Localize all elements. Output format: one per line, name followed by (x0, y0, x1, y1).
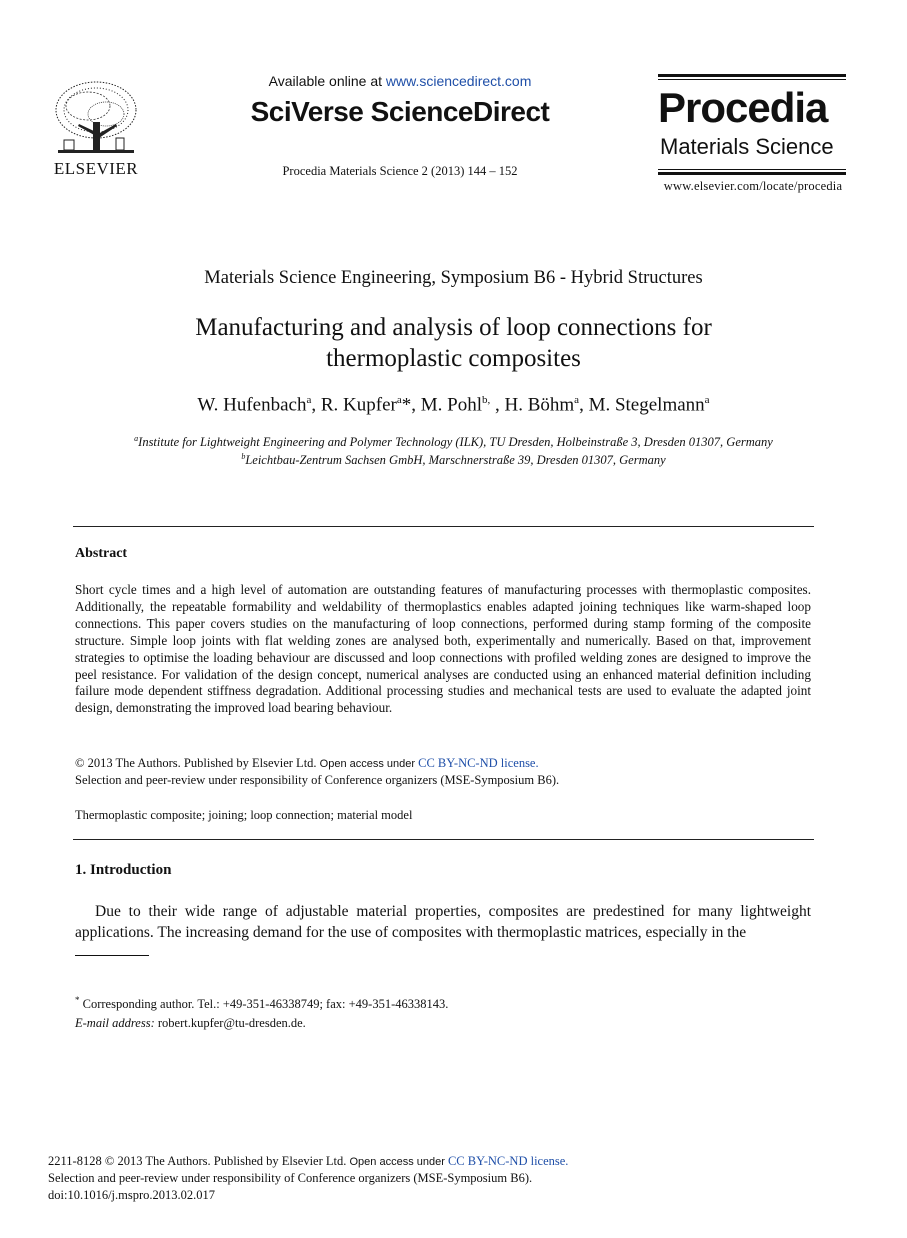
introduction-paragraph: Due to their wide range of adjustable material properties, composites are predestined for many lightweight applications. The increasing demand for the use of composites with thermoplastic matrices, especially in the (75, 903, 811, 941)
email-label: E-mail address: (75, 1016, 155, 1030)
available-prefix: Available online at (268, 73, 386, 89)
title-line-2: thermoplastic composites (326, 345, 581, 372)
divider-top (73, 526, 814, 527)
sciencedirect-link[interactable]: www.sciencedirect.com (385, 73, 532, 89)
abstract-body: Short cycle times and a high level of automation are outstanding features of manufacturing processes with thermoplastic composites. Additionally, the repeatable formability and weldability of thermoplastics enables adapted joining techniques like warm-shaped loop connections. This paper covers studies on the manufacturing of loop connections, performed during stamp forming of the composite structure. Simple loop joints with flat welding zones are analysed both, experimentally and numerically. Based on that, improvement strategies to optimise the loading behaviour are discussed and loop connections with profiled welding zones are designed to improve the peel resistance. For validation of the design concept, numerical analyses are conducted using an enhanced material definition including failure mode dependent stiffness degradation. Additional processing studies and mechanical tests are used to evaluate the adapted joint design, demonstrating the improved load bearing behaviour. (75, 582, 811, 716)
abstract-heading: Abstract (75, 546, 128, 561)
author-name: W. Hufenbach (197, 394, 307, 416)
author-sep: , (579, 394, 589, 416)
author-sep: , (311, 394, 321, 416)
open-access-text: Open access under (319, 758, 419, 770)
author-sup: b, (481, 394, 491, 406)
copyright-text: © 2013 The Authors. Published by Elsevier Ltd. (75, 756, 320, 770)
author-name: M. Stegelmann (588, 394, 705, 416)
email-footnote (75, 1016, 811, 1031)
affiliation-sup: a (134, 434, 139, 443)
platform-logo-text: SciVerse ScienceDirect (250, 96, 550, 127)
author-sup: a (704, 394, 710, 406)
affiliation-text: Leichtbau-Zentrum Sachsen GmbH, Marschnerstraße 39, Dresden 01307, Germany (245, 453, 666, 468)
logo-rule-bottom-thin (658, 169, 846, 170)
logo-rule-bottom (658, 172, 846, 175)
affiliation-text: Institute for Lightweight Engineering and Polymer Technology (ILK), TU Dresden, Holbeinstraße 3, Dresden 01307, Germany (138, 435, 773, 450)
journal-reference: Procedia Materials Science 2 (2013) 144 – 152 (282, 164, 518, 178)
footer-copyright (48, 1154, 848, 1169)
affiliation-a (60, 434, 847, 450)
footer-peer-review: Selection and peer-review under responsibility of Conference organizers (MSE-Symposium B6). (48, 1171, 533, 1185)
paper-title (60, 312, 847, 374)
author-list (60, 394, 847, 416)
symposium-name: Materials Science Engineering, Symposium B6 - Hybrid Structures (204, 268, 703, 288)
logo-rule-top-thin (658, 79, 846, 80)
journal-url[interactable]: www.elsevier.com/locate/procedia (663, 179, 843, 193)
corresponding-author-footnote (75, 995, 811, 1012)
footer-license-link[interactable]: CC BY-NC-ND license. (447, 1154, 569, 1168)
peer-review-note: Selection and peer-review under responsibility of Conference organizers (MSE-Symposium B6). (75, 773, 560, 787)
footnote-star: * (75, 995, 80, 1005)
corresponding-text: Corresponding author. Tel.: +49-351-46338749; fax: +49-351-46338143. (79, 997, 449, 1012)
section-heading-introduction: 1. Introduction (75, 862, 172, 878)
journal-logo (658, 74, 846, 178)
affiliation-b (60, 452, 847, 468)
footer-copyright-text: 2211-8128 © 2013 The Authors. Published by Elsevier Ltd. (48, 1154, 350, 1168)
publisher-logo-text: ELSEVIER (53, 159, 139, 178)
author-name: R. Kupfer (320, 394, 397, 416)
title-line-1: Manufacturing and analysis of loop connections for (195, 314, 712, 341)
author-sep: *, (401, 394, 421, 416)
author-name: H. Böhm (504, 394, 575, 416)
footer-doi[interactable]: doi:10.1016/j.mspro.2013.02.017 (48, 1188, 216, 1202)
affiliation-sup: b (241, 452, 246, 461)
logo-rule-top (658, 74, 846, 77)
divider-bottom (73, 839, 814, 840)
keywords: Thermoplastic composite; joining; loop connection; material model (75, 808, 413, 822)
license-link[interactable]: CC BY-NC-ND license. (418, 756, 539, 770)
available-online (200, 73, 600, 89)
email-address[interactable]: robert.kupfer@tu-dresden.de. (154, 1016, 306, 1030)
footnote-rule (75, 955, 149, 956)
author-sup: a (396, 394, 402, 406)
abstract-copyright (75, 755, 811, 773)
author-sep: , (490, 394, 505, 416)
journal-subtitle: Materials Science (660, 134, 834, 159)
author-sup: a (574, 394, 580, 406)
author-sup: a (306, 394, 312, 406)
footer-open-access: Open access under (349, 1156, 448, 1168)
journal-title: Procedia (658, 84, 828, 131)
author-name: M. Pohl (420, 394, 482, 416)
